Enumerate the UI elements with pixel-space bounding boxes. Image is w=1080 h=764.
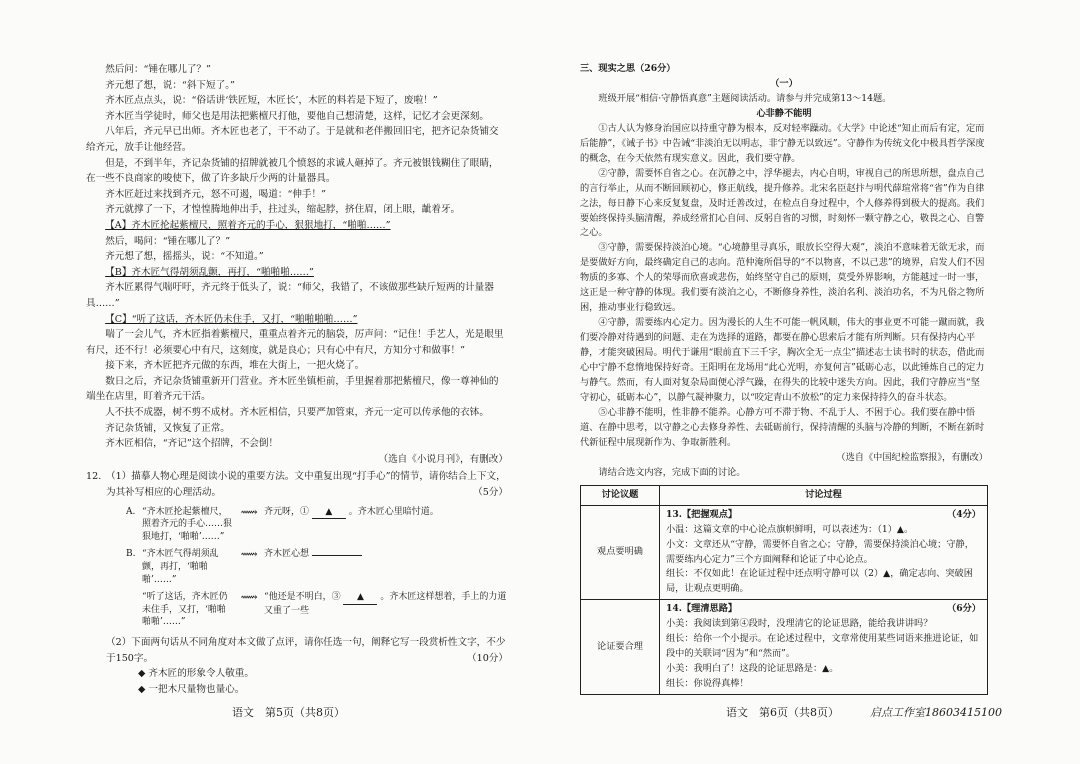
- passage-marker-c: 【C】“听了这话，齐木匠仍未住手，又打，“啪啪啪啪……”: [105, 313, 358, 325]
- paragraph: 但是，不到半年，齐记杂货铺的招牌就被几个愤怒的求诚人砸掉了。齐元被银钱糊住了眼睛，在一些不良商家的唆使下，做了许多缺斤少两的计量器具。: [86, 157, 499, 185]
- paragraph: 数日之后，齐记杂货铺重新开门营业。齐木匠坐镇柜前，手里握着那把紫檀尺，像一尊神仙的端坐在店里，盯着齐元干活。: [86, 375, 499, 403]
- subsection-number: （一）: [770, 77, 798, 89]
- discussion-table: [580, 485, 988, 695]
- page-5: [86, 62, 508, 697]
- task-instruction: 请结合选文内容，完成下面的讨论。: [598, 466, 746, 478]
- option-quote: “齐木匠抡起紫檀尺，照着齐元的手心……狠狠地打，‘啪啪’……”: [142, 506, 233, 542]
- page-6: [580, 62, 988, 695]
- option-a: [126, 506, 508, 544]
- paragraph: 然后，喝问：“锤在哪儿了？”: [105, 235, 231, 247]
- question-12: [86, 469, 508, 697]
- paragraph: 人不扶不成器，树不剪不成材。齐木匠相信，只要严加管束，齐元一定可以传承他的衣钵。: [105, 407, 489, 419]
- arrow-icon: ⟿: [240, 504, 258, 519]
- question-14-title: 14.【理清思路】: [666, 603, 738, 615]
- paragraph: 齐木匠相信，“齐记”这个招牌，不会倒！: [105, 438, 279, 450]
- option-quote: “听了这话，齐木匠仍未住手，又打，‘啪啪啪啪’……”: [142, 592, 228, 628]
- paragraph: 齐木匠累得气喘吁吁，齐元终于低头了，说：“师父，我错了，不该做那些缺斤短两的计量器具……”: [86, 282, 494, 309]
- task-intro: 班级开展“相信·守静悟真意”主题阅读活动。请参与并完成第13～14题。: [598, 92, 892, 104]
- table-header: 讨论过程: [660, 485, 988, 505]
- article-paragraph: ③守静，需要保持淡泊心境。“心境静里寻真乐，眼放长空得大观”，淡泊不意味着无欲无求，而是要做好方向，最终确定自己的志向。范仲淹所倡导的“不以物喜，不以己悲”的境界，启发人们不因物质的多寡、个人的荣辱而欣喜或悲伤，始终坚守自己的原则，莫受外界影响，方能越过一时一事，这正是一种守静的体现。我们要有淡泊之心，不断修身养性，淡泊名利、淡泊功名，不为凡俗之物所困，推动事业行稳致远。: [580, 242, 985, 314]
- process-cell: [660, 505, 988, 600]
- paragraph: 齐木匠赶过来找到齐元，怒不可遏，喝道：“伸手！”: [105, 188, 327, 200]
- option-letter: A.: [126, 506, 136, 517]
- source-citation: （选自《中国纪检监察报》，有删改）: [836, 451, 988, 463]
- answer-blank[interactable]: [312, 555, 362, 556]
- answer-blank[interactable]: ▲: [312, 506, 346, 520]
- dialogue-line: 组长：给你一个小提示。在论述过程中，文章常使用某些词语来推进论证，如段中的关联词“因为”和“然而”。: [666, 633, 979, 660]
- question-13-title: 13.【把握观点】: [666, 508, 738, 520]
- option-text: 齐木匠心想: [264, 549, 310, 560]
- arrow-icon: ⟿: [240, 547, 258, 562]
- paragraph: 齐木匠当学徒时，师父也是用法把紫檀尺打他，要他自己想清楚，这样，记忆才会更深刻。: [105, 110, 489, 122]
- points: （10分）: [467, 652, 508, 664]
- paragraph: 齐元就撑了一下，才惶惶腾地伸出手，拄过头，缩起脖，挤住眉，闭上眼，龇着牙。: [105, 204, 461, 216]
- watermark-text: 启点工作室18603415100: [870, 706, 1002, 719]
- passage-marker-b: 【B】齐木匠气得胡须乱颤，再打，“啪啪啪……”: [105, 266, 314, 278]
- option-b: [126, 548, 508, 586]
- article-paragraph: ②守静，需要怀自省之心。在沉静之中，浮华褪去，内心自明，审视自己的所思所想，盘点自己的言行举止，从而不断回顾初心，修正航线，提升修养。北宋名臣赵抃与明代薛瑄常将“省”作为自律之法，每日静下心来反复复盘，及时迁善改过，在检点自身过程中，个人修养得到极大的提高。我们要始终保持头脑清醒，养成经常扪心自问、反躬自省的习惯，时刻怀一颗守静之心，敬畏之心、自警之心。: [580, 167, 985, 239]
- option-suffix: 。齐木匠这样想着，手上的力道又重了一些: [264, 592, 507, 616]
- paragraph: 喘了一会儿气，齐木匠指着紫檀尺，重重点着齐元的脑袋，厉声问：“记住！手艺人，光是眼里有尺，还不行！必须要心中有尺，这刻度，就是良心；只有心中有尺，方知分寸和做事！”: [86, 329, 504, 356]
- table-row: [581, 505, 988, 600]
- option-quote: “齐木匠气得胡须乱颤，再打，‘啪啪啪’……”: [142, 549, 219, 585]
- points: （6分）: [947, 603, 981, 615]
- dialogue-line[interactable]: 小温：这篇文章的中心论点旗帜鲜明，可以表述为：（1）▲。: [666, 523, 914, 535]
- topic-cell: 论证要合理: [581, 600, 660, 695]
- paragraph: 齐元想了想，说：“斜下短了。”: [105, 79, 235, 91]
- dialogue-line: 小文：文章还从“守静，需要怀自省之心；守静，需要保持淡泊心境；守静，需要练内心定力”三个方面阐释和论证了中心论点。: [666, 538, 974, 565]
- page-footer-left: 语文 第5页（共8页）: [232, 706, 345, 719]
- section-title: 三、现实之思（26分）: [580, 63, 676, 74]
- paragraph: 八年后，齐元早已出师。齐木匠也老了，干不动了。于是就和老伴搬回旧宅，把齐记杂货铺交给齐元，放手让他经营。: [86, 126, 499, 153]
- paragraph: 齐元想了想，摇摇头，说：“不知道。”: [105, 251, 264, 263]
- passage-marker-a: 【A】齐木匠抡起紫檀尺，照着齐元的手心，狠狠地打，“啪啪……”: [105, 219, 391, 231]
- points: （5分）: [473, 487, 508, 499]
- article-paragraph: ④守静，需要练内心定力。因为漫长的人生不可能一帆风顺，伟大的事业更不可能一蹴而就，我们要冷静对待遇到的问题、走在为选择的道路，都要在静心思索后才能有所判断。只有保持内心平静，才能突破困局。明代于谦用“眼前直下三千字，胸次全无一点尘”描述志士读书时的状态，借此而心中宁静不怠惰地保持好奇。王阳明在龙场用“此心光明，亦复何言”砥砺心志，以此锤炼自己的定力与静气。然而，有人面对复杂局面便心浮气躁，在得失的比较中迷失方向。因此，我们守静应当“坚守初心，砥砺本心”，以静气凝神聚力，以“咬定青山不放松”的定力来保持持久的奋斗状态。: [580, 317, 985, 403]
- table-header: 讨论议题: [581, 485, 660, 505]
- bullet-item: ◆ 一把木尺量物也量心。: [138, 683, 245, 695]
- table-header-row: [581, 485, 988, 505]
- option-c: [126, 591, 508, 629]
- option-letter: B.: [126, 549, 136, 560]
- article-paragraph: ①古人认为修身治国应以持重守静为根本，反对轻率躁动。《大学》中论述“知止而后有定，定而后能静”，《诫子书》中告诫“非淡泊无以明志，非宁静无以致远”。守静作为传统文化中极具哲学深度的概念，在今天依然有现实意义。因此，我们要守静。: [580, 122, 985, 164]
- paragraph: 然后问：“锤在哪儿了？”: [105, 64, 211, 75]
- paragraph: 接下来，齐木匠把齐元做的东西，堆在大街上，一把火烧了。: [105, 360, 365, 372]
- table-row: [581, 600, 988, 695]
- dialogue-line: 小美：我阅读到第④段时，没理清它的论证思路，能给我讲讲吗？: [666, 618, 933, 630]
- article-title: 心非静不能明: [756, 107, 812, 119]
- article-paragraph: ⑤心非静不能明，性非静不能养。心静方可不滞于物、不乱于人、不困于心。我们要在静中悟道、在静中思考，以守静之心去修身养性、去砥砺前行，保持清醒的头脑与冷静的判断，不断在新时代新征程中展现新作为、争取新胜利。: [580, 406, 985, 448]
- option-suffix: 。齐木匠心里暗忖道。: [348, 506, 439, 517]
- dialogue-line[interactable]: 小美：我明白了！这段的论证思路是：▲。: [666, 663, 839, 675]
- option-text: 齐元呀，①: [264, 506, 310, 517]
- source-citation: （选自《小说月刊》，有删改）: [378, 453, 508, 465]
- topic-cell: 观点要明确: [581, 505, 660, 600]
- bullet-item: ◆ 齐木匠的形象令人敬重。: [138, 668, 254, 680]
- answer-blank[interactable]: ▲: [343, 591, 377, 605]
- arrow-icon: ⟿: [240, 590, 258, 605]
- question-12-2-text: （2）下面两句话从不同角度对本文做了点评，请你任选一句，阐释它写一段赏析性文字，不少于150字。: [106, 636, 506, 664]
- dialogue-line[interactable]: 组长：不仅如此！在论证过程中还点明守静可以（2）▲，确定志向、突破困局，让观点更明确。: [666, 568, 973, 595]
- paragraph: 齐木匠点点头，说：“俗话讲‘铁匠短，木匠长’，木匠的料若是下短了，废啦！”: [105, 95, 438, 107]
- points: （4分）: [947, 508, 981, 520]
- question-number: 12.: [86, 471, 102, 483]
- paragraph: 齐记杂货铺，又恢复了正常。: [105, 422, 230, 434]
- dialogue-line: 组长：你说得真棒！: [666, 678, 749, 690]
- process-cell: [660, 600, 988, 695]
- option-text: “他还是不明白，③: [264, 592, 341, 603]
- question-12-1-text: （1）描摹人物心理是阅读小说的重要方法。文中重复出现“打手心”的情节，请你结合上下文，为其补写相应的心理活动。: [106, 471, 506, 499]
- page-footer-right: 语文 第6页（共8页）: [726, 706, 839, 719]
